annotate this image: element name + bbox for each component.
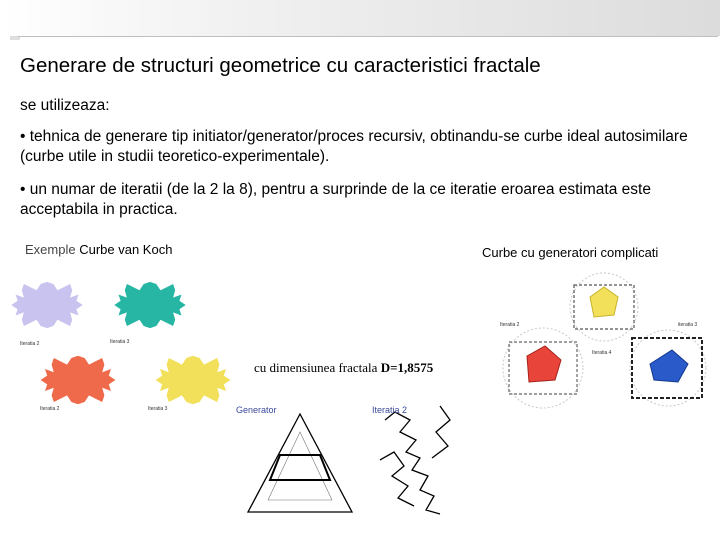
koch-label-3: Iteratia 2 (40, 406, 60, 412)
examples-prefix: Exemple (25, 242, 80, 257)
right-figure-label: Curbe cu generatori complicati (482, 245, 659, 260)
complex-fractal-red (503, 328, 583, 408)
koch-yellow-fractal (156, 356, 231, 404)
dimension-prefix: cu dimensiunea fractala (254, 360, 381, 375)
koch-label-1: Iteratia 2 (20, 341, 40, 347)
iteratia-curve (380, 406, 450, 514)
iteratia-label: Iteratia 2 (372, 405, 408, 415)
right-label-3: Iteratia 4 (592, 350, 612, 356)
complex-fractal-blue (630, 330, 706, 406)
right-label-2: iteratia 3 (678, 322, 698, 328)
complex-fractal-top (570, 273, 638, 341)
slide-subtitle: se utilizeaza: (20, 97, 110, 114)
koch-label-2: Iteratia 3 (110, 339, 130, 345)
bullet-iterations: • un numar de iteratii (de la 2 la 8), pentru a surprinde de la ce iteratie eroarea estimata este acceptabila in practica. (20, 181, 651, 218)
fractal-dimension-label (254, 360, 433, 376)
koch-lavender-fractal (11, 282, 82, 328)
koch-label-4: Iteratia 3 (148, 406, 168, 412)
koch-orange-fractal (41, 356, 116, 404)
slide-title: Generare de structuri geometrice cu caracteristici fractale (20, 54, 541, 77)
generator-triangle (248, 414, 352, 512)
dimension-value: D=1,8575 (380, 360, 434, 375)
examples-title: Curbe van Koch (79, 242, 173, 257)
generator-label: Generator (236, 405, 277, 415)
bullet-initiator: • tehnica de generare tip initiator/generator/proces recursiv, obtinandu-se curbe ideal autosimilare (curbe utile in studii teoretico-experimentale). (20, 128, 688, 165)
right-label-1: Iteratia 2 (500, 322, 520, 328)
koch-teal-fractal (114, 282, 185, 328)
